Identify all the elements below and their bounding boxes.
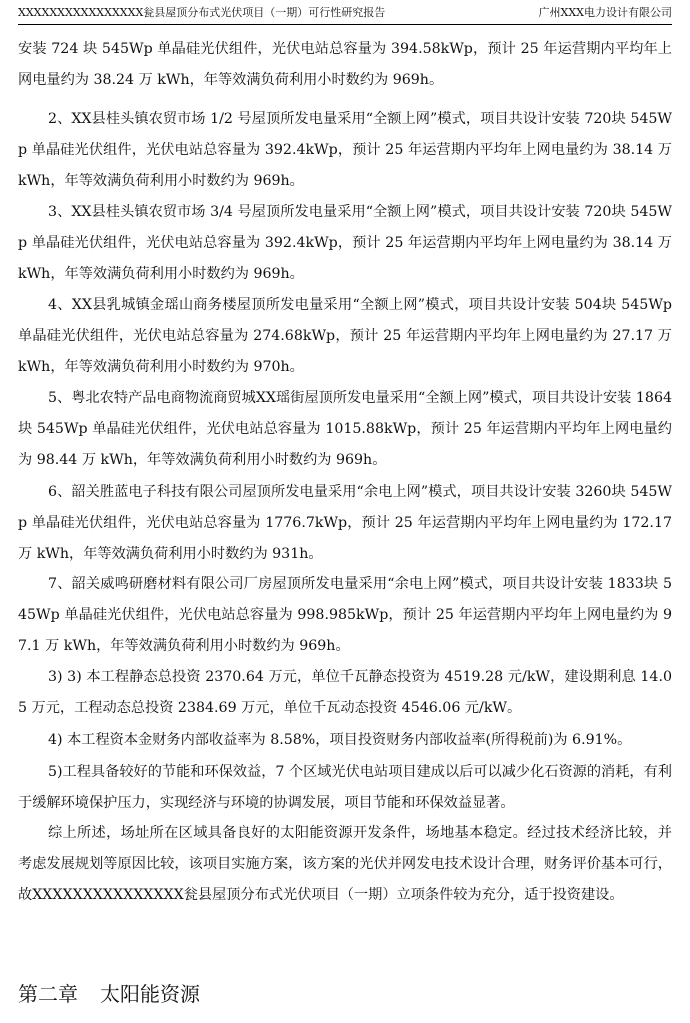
paragraph-site3: 3、XX县桂头镇农贸市场 3/4 号屋顶所发电量采用“全额上网”模式，项目共设计安装 720块 545Wp 单晶硅光伏组件，光伏电站总容量为 392.4kWp，预计 25 年运营期内平均年上网电量约为 38.14 万 kWh，年等效满负荷利用小时数约为 969h。 xyxy=(18,204,672,282)
paragraph-conclusion: 综上所述，场址所在区域具备良好的太阳能资源开发条件，场地基本稳定。经过技术经济比较，并考虑发展规划等原因比较，该项目实施方案，该方案的光伏并网发电技术设计合理，财务评价基本可行，故XXXXXXXXXXXXXXX瓮县屋顶分布式光伏项目（一期）立项条件较为充分，适于投资建设。 xyxy=(18,825,672,903)
paragraph-site4: 4、XX县乳城镇金瑶山商务楼屋顶所发电量采用“全额上网”模式，项目共设计安装 504块 545Wp 单晶硅光伏组件，光伏电站总容量为 274.68kWp，预计 25 年运营期内平均年上网电量约为 27.17 万 kWh，年等效满负荷利用小时数约为 970h。 xyxy=(18,297,672,375)
chapter-title: 太阳能资源 xyxy=(100,982,200,1006)
chapter-number: 第二章 xyxy=(18,982,78,1006)
header-report-title: XXXXXXXXXXXXXXXX瓮县屋顶分布式光伏项目（一期）可行性研究报告 xyxy=(18,6,386,19)
paragraph-environmental: 5)工程具备较好的节能和环保效益，7 个区域光伏电站项目建成以后可以减少化石资源的消耗，有利于缓解环境保护压力，实现经济与环境的协调发展，项目节能和环保效益显著。 xyxy=(18,764,672,811)
paragraph-investment: 3) 3) 本工程静态总投资 2370.64 万元，单位千瓦静态投资为 4519.28 元/kW，建设期利息 14.05 万元，工程动态总投资 2384.69 万元，单位千瓦动态投资 4546.06 元/kW。 xyxy=(18,669,672,716)
header-company-name: 广州XXX电力设计有限公司 xyxy=(538,6,672,19)
paragraph-site2: 2、XX县桂头镇农贸市场 1/2 号屋顶所发电量采用“全额上网”模式，项目共设计安装 720块 545Wp 单晶硅光伏组件，光伏电站总容量为 392.4kWp，预计 25 年运营期内平均年上网电量约为 38.14 万 kWh，年等效满负荷利用小时数约为 969h。 xyxy=(18,111,672,189)
page-header xyxy=(18,4,672,25)
paragraph-site6: 6、韶关胜蓝电子科技有限公司屋顶所发电量采用“余电上网”模式，项目共设计安装 3260块 545Wp 单晶硅光伏组件，光伏电站总容量为 1776.7kWp，预计 25 年运营期内平均年上网电量约为 172.17 万 kWh，年等效满负荷利用小时数约为 931h。 xyxy=(18,484,672,562)
chapter-heading xyxy=(18,979,200,1009)
paragraph-irr: 4) 本工程资本金财务内部收益率为 8.58%，项目投资财务内部收益率(所得税前)为 6.91%。 xyxy=(48,732,632,748)
paragraph-site5: 5、粤北农特产品电商物流商贸城XX瑶街屋顶所发电量采用“全额上网”模式，项目共设计安装 1864 块 545Wp 单晶硅光伏组件，光伏电站总容量为 1015.88kWp，预计 25 年运营期内平均年上网电量约为 98.44 万 kWh，年等效满负荷利用小时数约为 969h。 xyxy=(18,390,672,468)
paragraph-site7: 7、韶关威鸣研磨材料有限公司厂房屋顶所发电量采用“余电上网”模式，项目共设计安装 1833块 545Wp 单晶硅光伏组件，光伏电站总容量为 998.985kWp，预计 25 年运营期内平均年上网电量约为 97.1 万 kWh，年等效满负荷利用小时数约为 969h。 xyxy=(18,576,672,654)
paragraph-site1-continued: 安装 724 块 545Wp 单晶硅光伏组件，光伏电站总容量为 394.58kWp，预计 25 年运营期内平均年上网电量约为 38.24 万 kWh，年等效满负荷利用小时数约为 969h。 xyxy=(18,41,672,88)
